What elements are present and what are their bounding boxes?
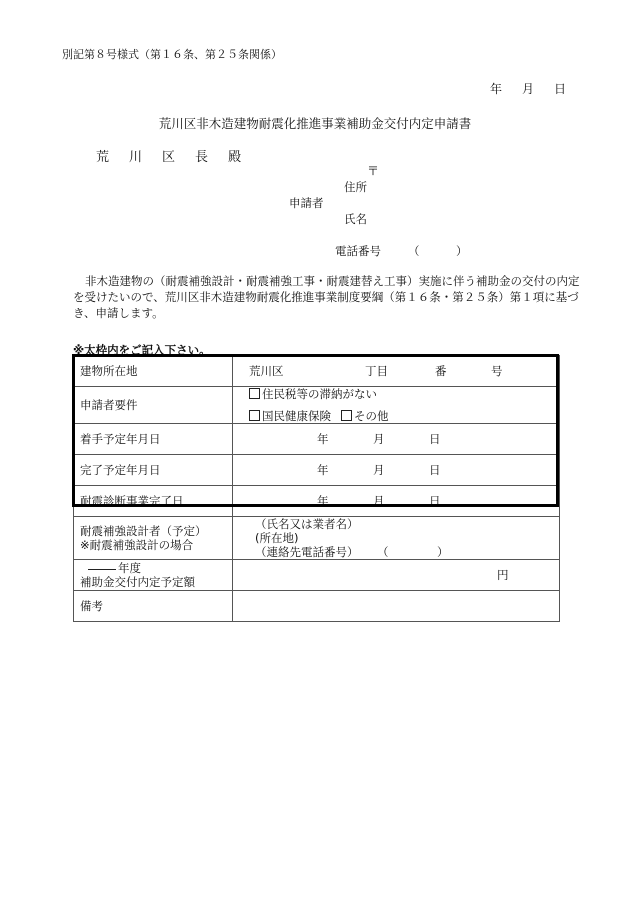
application-table <box>73 355 560 622</box>
subsidy-year-row <box>80 561 232 575</box>
date-year: 年 <box>490 82 503 96</box>
designer-name-text: （氏名又は業者名） <box>255 517 359 531</box>
checkbox-icon <box>341 410 352 421</box>
name-label: 氏名 <box>344 212 367 226</box>
checkbox-icon <box>249 410 260 421</box>
other-option-label: その他 <box>354 409 389 423</box>
address-label: 住所 <box>344 180 367 194</box>
postal-mark: 〒 <box>367 164 380 178</box>
addressee-char: 長 <box>195 150 209 165</box>
ward-text: 荒川区 <box>249 364 284 378</box>
instruction-note: ※太枠内をご記入下さい。 <box>73 343 211 357</box>
tax-option-label: 住民税等の滞納がない <box>262 387 377 401</box>
year-text: 年 <box>317 463 329 477</box>
table-row <box>74 356 560 387</box>
addressee-char: 川 <box>129 150 143 165</box>
designer-address-text: (所在地) <box>255 531 299 545</box>
body-line: を受けたいので、荒川区非木造建物耐震化推進事業制度要綱（第１６条・第２５条）第１項に基づ <box>73 290 579 304</box>
end-date-field[interactable] <box>233 455 560 486</box>
building-location-label: 建物所在地 <box>74 356 233 387</box>
subsidy-amount-label: 補助金交付内定予定額 <box>80 575 195 589</box>
subsidy-field[interactable] <box>233 560 560 591</box>
diagnosis-date-label: 耐震診断事業完了日 <box>74 486 233 517</box>
page-title: 荒川区非木造建物耐震化推進事業補助金交付内定申請書 <box>158 116 472 131</box>
table-row <box>74 455 560 486</box>
addressee-char: 荒 <box>96 150 110 165</box>
addressee-char: 区 <box>162 150 176 165</box>
month-text: 月 <box>373 432 385 446</box>
day-text: 日 <box>429 463 441 477</box>
phone-close: ） <box>456 244 468 258</box>
fiscal-year-blank[interactable] <box>88 569 116 570</box>
table-row <box>74 486 560 517</box>
date-line <box>490 80 566 97</box>
form-number: 別記第８号様式（第１６条、第２５条関係） <box>62 48 282 61</box>
date-day: 日 <box>554 82 567 96</box>
designer-label-line1: 耐震補強設計者（予定） <box>80 524 207 538</box>
year-text: 年 <box>317 432 329 446</box>
fiscal-year-label: 年度 <box>118 561 141 575</box>
start-date-label: 着手予定年月日 <box>74 424 233 455</box>
body-text <box>73 273 580 321</box>
requirements-label: 申請者要件 <box>74 387 233 424</box>
other-checkbox[interactable] <box>341 409 354 423</box>
phone-field[interactable] <box>408 243 468 259</box>
subsidy-label <box>74 560 233 591</box>
insurance-option-label: 国民健康保険 <box>262 409 331 423</box>
table-row <box>74 517 560 560</box>
phone-label: 電話番号 <box>335 244 381 258</box>
table-row <box>74 424 560 455</box>
day-text: 日 <box>429 432 441 446</box>
applicant-label: 申請者 <box>289 196 324 210</box>
body-line: 非木造建物の（耐震補強設計・耐震補強工事・耐震建替え工事）実施に伴う補助金の交付の内定 <box>85 274 580 288</box>
yen-text: 円 <box>497 568 509 582</box>
date-month: 月 <box>522 82 535 96</box>
table-row <box>74 591 560 622</box>
designer-phone-open: （ <box>377 545 389 559</box>
designer-phone-close: ） <box>437 545 449 559</box>
addressee-char: 殿 <box>228 150 242 165</box>
start-date-field[interactable] <box>233 424 560 455</box>
year-text: 年 <box>317 494 329 508</box>
requirements-field <box>233 387 560 424</box>
table-row <box>74 560 560 591</box>
phone-open: （ <box>408 244 420 258</box>
end-date-label: 完了予定年月日 <box>74 455 233 486</box>
designer-field[interactable] <box>233 517 560 560</box>
designer-phone-text: （連絡先電話番号） <box>255 545 359 559</box>
diagnosis-date-field[interactable] <box>233 486 560 517</box>
month-text: 月 <box>373 463 385 477</box>
day-text: 日 <box>429 494 441 508</box>
remarks-field[interactable] <box>233 591 560 622</box>
body-line: き、申請します。 <box>73 306 164 320</box>
table-row <box>74 387 560 424</box>
checkbox-icon <box>249 388 260 399</box>
designer-label <box>74 517 233 560</box>
month-text: 月 <box>373 494 385 508</box>
designer-phone-row <box>255 545 559 559</box>
designer-label-line2: ※耐震補強設計の場合 <box>80 538 194 552</box>
building-location-field[interactable] <box>233 356 560 387</box>
ban-text: 番 <box>435 364 447 378</box>
remarks-label: 備考 <box>74 591 233 622</box>
tax-checkbox[interactable] <box>249 387 262 401</box>
go-text: 号 <box>491 364 503 378</box>
chome-text: 丁目 <box>365 364 388 378</box>
addressee <box>96 146 261 165</box>
insurance-checkbox[interactable] <box>249 409 262 423</box>
